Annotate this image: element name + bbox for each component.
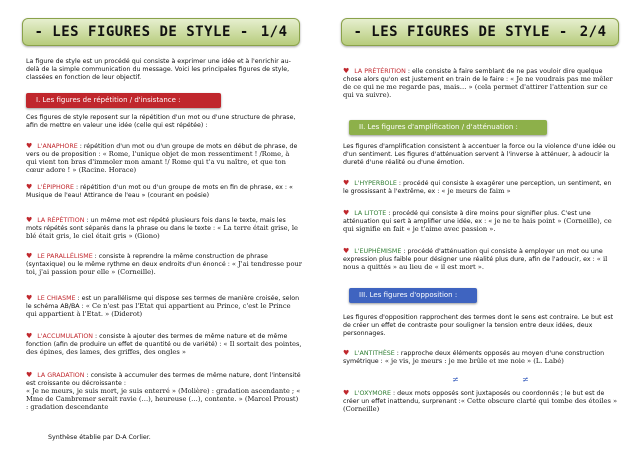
heart-icon: ♥ [26, 371, 33, 379]
entry-repetition: ♥ LA RÉPÉTITION : un même mot est répété plusieurs fois dans le texte, mais les mots répétés sont séparés dans la phrase ou dans le texte : « La terre était grise, le blé était gris, le ciel était gris » (Giono) [26, 216, 298, 240]
entry-anaphore: ♥ L'ANAPHORE : répétition d'un mot ou d'un groupe de mots en début de phrase, de vers ou de proposition : « Rome, l'unique objet de mon ressentiment ! /Rome, à qui vient ton bras d'immoler mon amant !/ Rome qui t'a vu naître, et que ton cœur adore ! » (Racine. Horace) [26, 142, 298, 174]
heart-icon: ♥ [343, 389, 350, 397]
entry-parallelisme: ♥ LE PARALLÉLISME : consiste à reprendre la même construction de phrase (syntaxique) ou le même rythme en deux endroits d'un énoncé : « J'ai tendresse pour toi, j'ai passion pour elle » (Corneille). [26, 252, 302, 276]
section-header-repetition: I. Les figures de répétition / d'insistance : [26, 93, 221, 108]
section-intro-repetition: Ces figures de style reposent sur la répétition d'un mot ou d'une structure de phrase, afin de mettre en valeur une idée (celle qui est répétée) : [26, 114, 296, 129]
section-header-opposition: III. Les figures d'opposition : [349, 288, 477, 303]
heart-icon: ♥ [343, 349, 350, 357]
page-title: - LES FIGURES DE STYLE - [34, 24, 249, 40]
heart-icon: ♥ [26, 294, 33, 302]
entry-litote: ♥ LA LITOTE : procédé qui consiste à dire moins pour signifier plus. C'est une atténuation qui sert à amplifier une idée, ex : « je ne te hais point » (Corneille), ce qui signifie en fait « je t'aime avec passion ». [343, 209, 612, 233]
title-banner-left [22, 18, 300, 46]
heart-icon: ♥ [26, 142, 33, 150]
entry-oxymore: ♥ L'OXYMORE : deux mots opposés sont juxtaposés ou coordonnés ; le but est de créer un effet inattendu, surprenant :« Cette obscure clarté qui tombe des étoiles » (Corneille) [343, 389, 618, 413]
heart-icon: ♥ [343, 247, 350, 255]
heart-icon: ♥ [343, 209, 350, 217]
not-equal-sign: ≠ [452, 375, 459, 384]
section-intro-amplification: Les figures d'amplification consistent à accentuer la force ou la violence d'une idée ou d'un sentiment. Les figures d'atténuation servent à l'inverse à atténuer, à adoucir la dureté d'une réalité ou d'une émotion. [343, 143, 616, 166]
section-intro-opposition: Les figures d'opposition rapprochent des termes dont le sens est contraire. Le but est de créer un effet de contraste pour souligner la tension entre deux idées, deux personnages. [343, 314, 614, 337]
heart-icon: ♥ [26, 332, 33, 340]
heart-icon: ♥ [343, 67, 350, 75]
entry-accumulation: ♥ L'ACCUMULATION : consiste à ajouter des termes de même nature et de même fonction (afin de produire un effet de quantité ou de variété) : « Il sortait des pointes, des épines, des lames, des griffes, des ongles » [26, 332, 302, 356]
page-title: - LES FIGURES DE STYLE - [353, 24, 568, 40]
entry-antithese: ♥ L'ANTITHÈSE : rapproche deux éléments opposés au moyen d'une construction symétrique : « je vis, je meurs : je me brûle et me noie » (L. Labé) [343, 349, 605, 365]
section-header-amplification: II. Les figures d'amplification / d'atténuation : [349, 120, 547, 135]
not-equal-sign: ≠ [522, 375, 529, 384]
entry-preterition: ♥ LA PRÉTÉRITION : elle consiste à faire semblant de ne pas vouloir dire quelque chose alors qu'on est justement en train de le faire : « Je ne voudrais pas me mêler de ce qui ne me regarde pas, mais… » (cela permet d'attirer l'attention sur ce qui va suivre). [343, 67, 613, 99]
entry-chiasme: ♥ LE CHIASME : est un parallélisme qui dispose ses termes de manière croisée, selon le schéma AB/BA : « Ce n'est pas l'Etat qui appartient au Prince, c'est le Prince qui appartient à l'Etat. » (Diderot) [26, 294, 300, 318]
page-number: 2/4 [579, 24, 607, 40]
page-number: 1/4 [260, 24, 288, 40]
heart-icon: ♥ [343, 179, 350, 187]
heart-icon: ♥ [26, 216, 33, 224]
heart-icon: ♥ [26, 183, 33, 191]
entry-epiphore: ♥ L'ÉPIPHORE : répétition d'un mot ou d'un groupe de mots en fin de phrase, ex : « Musique de l'eau! Attirance de l'eau » (courant en poésie) [26, 183, 293, 199]
entry-euphemisme: ♥ L'EUPHÉMISME : procédé d'atténuation qui consiste à employer un mot ou une expression plus faible pour désigner une réalité plus dure, afin de l'adoucir, ex : « il nous a quittés » au lieu de « il est mort ». [343, 247, 608, 271]
title-banner-right [341, 18, 619, 46]
entry-hyperbole: ♥ L'HYPERBOLE : procédé qui consiste à exagérer une perception, un sentiment, en le grossissant à l'extrême, ex : « je meurs de faim » [343, 179, 612, 195]
footer-credit: Synthèse établie par D-A Corlier. [48, 434, 151, 441]
intro-paragraph: La figure de style est un procédé qui consiste à exprimer une idée et à l'enrichir au-delà de la simple communication du message. Voici les principales figures de style, classées en fonction de leur objectif. [26, 58, 291, 81]
entry-gradation: ♥ LA GRADATION : consiste à accumuler des termes de même nature, dont l'intensité est croissante ou décroissante : « Je ne meurs, je suis mort, je suis enterré » (Molière) : gradation ascendante ; « Mme de Cambremer serait ravie (…), heureuse (…), contente. » (Marcel Proust) : gradation descendante [26, 371, 301, 411]
heart-icon: ♥ [26, 252, 33, 260]
